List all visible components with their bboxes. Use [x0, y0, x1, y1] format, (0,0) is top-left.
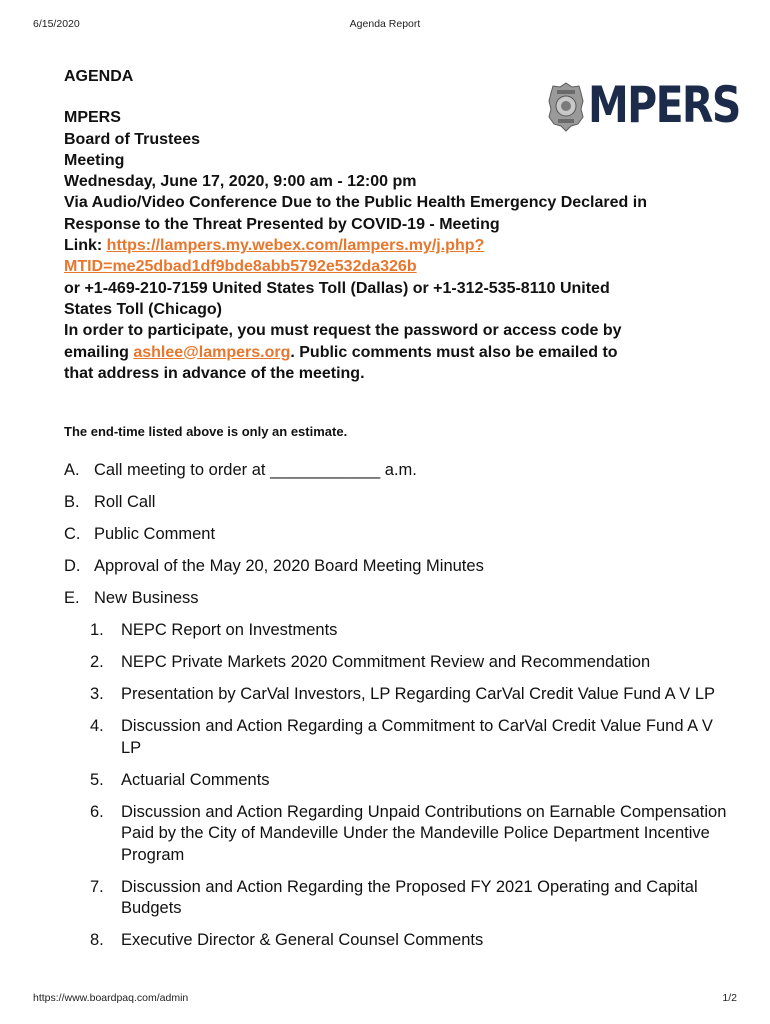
link-label: Link: — [64, 237, 107, 255]
footer-page-number: 1/2 — [722, 992, 737, 1004]
item-text: Discussion and Action Regarding a Commitment to CarVal Credit Value Fund A V LP — [121, 717, 713, 757]
item-text: Call meeting to order at ____________ a.m. — [94, 461, 417, 479]
meeting-link-line — [64, 235, 724, 256]
agenda-subitem — [90, 652, 734, 674]
agenda-item — [64, 588, 734, 610]
participate-line-1: In order to participate, you must request the password or access code by — [64, 322, 622, 340]
item-marker: 7. — [90, 877, 104, 896]
footer-url: https://www.boardpaq.com/admin — [33, 992, 189, 1004]
agenda-heading — [64, 66, 724, 384]
agenda-subitem — [90, 770, 734, 792]
item-marker: 6. — [90, 802, 104, 821]
phone-line-2: States Toll (Chicago) — [64, 300, 222, 318]
meeting-datetime: Wednesday, June 17, 2020, 9:00 am - 12:00 pm — [64, 173, 417, 191]
new-business-subitems — [90, 620, 734, 952]
meeting-link-part-1[interactable]: https://lampers.my.webex.com/lampers.my/j.php? — [106, 237, 485, 255]
item-marker: 3. — [90, 685, 104, 703]
item-marker: E. — [64, 589, 80, 607]
agenda-item — [64, 524, 734, 546]
item-marker: 2. — [90, 653, 104, 671]
item-marker: D. — [64, 557, 81, 575]
agenda-subitem — [90, 684, 734, 706]
item-text: Discussion and Action Regarding Unpaid Contributions on Earnable Compensation Paid by the City of Mandeville Under the Mandeville Police Department Incentive Program — [121, 802, 727, 864]
agenda-subitem — [90, 716, 734, 759]
item-text: Actuarial Comments — [121, 770, 270, 789]
phone-line-1: or +1-469-210-7159 United States Toll (Dallas) or +1-312-535-8110 United — [64, 279, 610, 297]
logo-wordmark: MPERS — [588, 76, 740, 134]
item-marker: 4. — [90, 717, 104, 735]
item-text: Roll Call — [94, 493, 156, 511]
item-text: Public Comment — [94, 525, 216, 543]
agenda-subitem — [90, 877, 734, 920]
item-text: Presentation by CarVal Investors, LP Regarding CarVal Credit Value Fund A V LP — [121, 685, 716, 703]
item-marker: B. — [64, 493, 80, 511]
agenda-title: AGENDA — [64, 68, 134, 85]
item-marker: 1. — [90, 621, 104, 639]
item-marker: 8. — [90, 931, 104, 949]
org-name: MPERS — [64, 109, 121, 127]
agenda-item — [64, 460, 734, 482]
agenda-items — [64, 460, 734, 962]
item-marker: A. — [64, 461, 80, 479]
item-text: NEPC Report on Investments — [121, 621, 338, 639]
header-date: 6/15/2020 — [33, 18, 80, 30]
agenda-subitem — [90, 930, 734, 952]
header-title: Agenda Report — [349, 18, 421, 30]
meeting-label: Meeting — [64, 151, 125, 169]
item-text: Executive Director & General Counsel Comments — [121, 931, 484, 949]
item-text: Approval of the May 20, 2020 Board Meeting Minutes — [94, 557, 484, 575]
meeting-link-part-2[interactable]: MTID=me25dbad1df9bde8abb5792e532da326b — [64, 258, 417, 276]
item-text: NEPC Private Markets 2020 Commitment Review and Recommendation — [121, 653, 651, 671]
item-marker: C. — [64, 525, 81, 543]
agenda-subitem — [90, 620, 734, 642]
item-marker: 5. — [90, 770, 104, 789]
conference-line-2: Response to the Threat Presented by COVID-19 - Meeting — [64, 215, 500, 233]
conference-line-1: Via Audio/Video Conference Due to the Public Health Emergency Declared in — [64, 194, 647, 212]
participate-line-2: emailing ashlee@lampers.org. Public comments must also be emailed to — [64, 343, 618, 361]
email-link[interactable]: ashlee@lampers.org — [133, 343, 291, 361]
agenda-subitem — [90, 802, 734, 867]
agenda-item — [64, 492, 734, 514]
end-time-note: The end-time listed above is only an estimate. — [64, 424, 348, 439]
participate-line-3: that address in advance of the meeting. — [64, 364, 365, 382]
agenda-item — [64, 556, 734, 578]
item-text: Discussion and Action Regarding the Proposed FY 2021 Operating and Capital Budgets — [121, 877, 698, 917]
item-text: New Business — [94, 589, 199, 607]
board-name: Board of Trustees — [64, 130, 201, 148]
